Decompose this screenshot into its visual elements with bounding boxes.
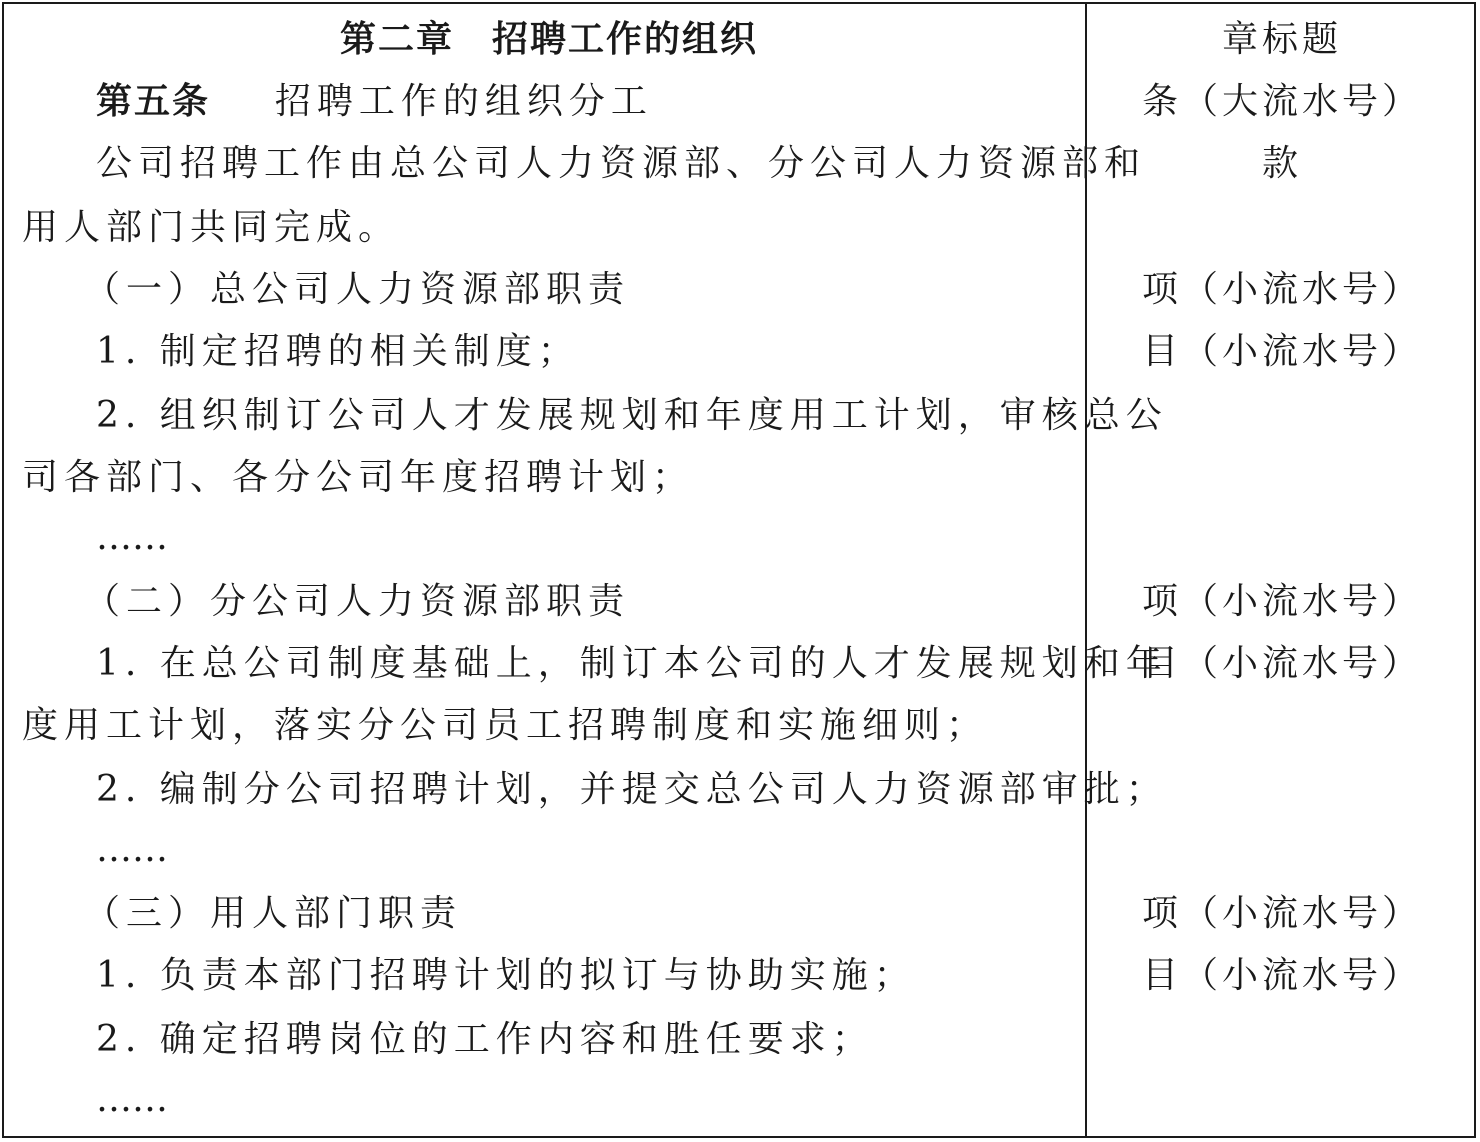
article-subject: 招聘工作的组织分工 [274,81,653,122]
label-paragraph: 款 [1261,143,1302,184]
section1-item-1: 1. 制定招聘的相关制度； [96,331,580,372]
intro-line-2: 用人部门共同完成。 [22,207,401,248]
label-section1-item: 项（小流水号） [1141,269,1422,310]
label-section1-subitem: 目（小流水号） [1141,331,1422,372]
label-chapter: 章标题 [1221,19,1342,60]
section2-item-2: 2. 编制分公司招聘计划，并提交总公司人力资源部审批； [96,769,1168,810]
section3-item-2: 2. 确定招聘岗位的工作内容和胜任要求； [96,1019,874,1060]
label-section3-item: 项（小流水号） [1141,893,1422,934]
section2-heading: （二）分公司人力资源部职责 [84,581,631,622]
label-section2-subitem: 目（小流水号） [1141,643,1422,684]
section2-item-1-line2: 度用工计划，落实分公司员工招聘制度和实施细则； [22,705,989,746]
section3-heading: （三）用人部门职责 [84,893,463,934]
section1-ellipsis: …… [96,517,168,558]
section3-item-1: 1. 负责本部门招聘计划的拟订与协助实施； [96,955,916,996]
label-section2-item: 项（小流水号） [1141,581,1422,622]
chapter-title: 第二章 招聘工作的组织 [340,19,759,60]
section1-item-2-line2: 司各部门、各分公司年度招聘计划； [22,457,695,498]
section2-item-1-line1: 1. 在总公司制度基础上，制订本公司的人才发展规划和年 [96,643,1168,684]
section1-item-2-line1: 2. 组织制订公司人才发展规划和年度用工计划，审核总公 [96,395,1168,436]
label-article: 条（大流水号） [1141,81,1422,122]
section3-ellipsis: …… [96,1079,168,1120]
section2-ellipsis: …… [96,829,168,870]
intro-line-1: 公司招聘工作由总公司人力资源部、分公司人力资源部和 [96,143,1147,184]
label-section3-subitem: 目（小流水号） [1141,955,1422,996]
article-line [96,80,653,124]
article-title: 第五条 [96,81,211,122]
section1-heading: （一）总公司人力资源部职责 [84,269,631,310]
